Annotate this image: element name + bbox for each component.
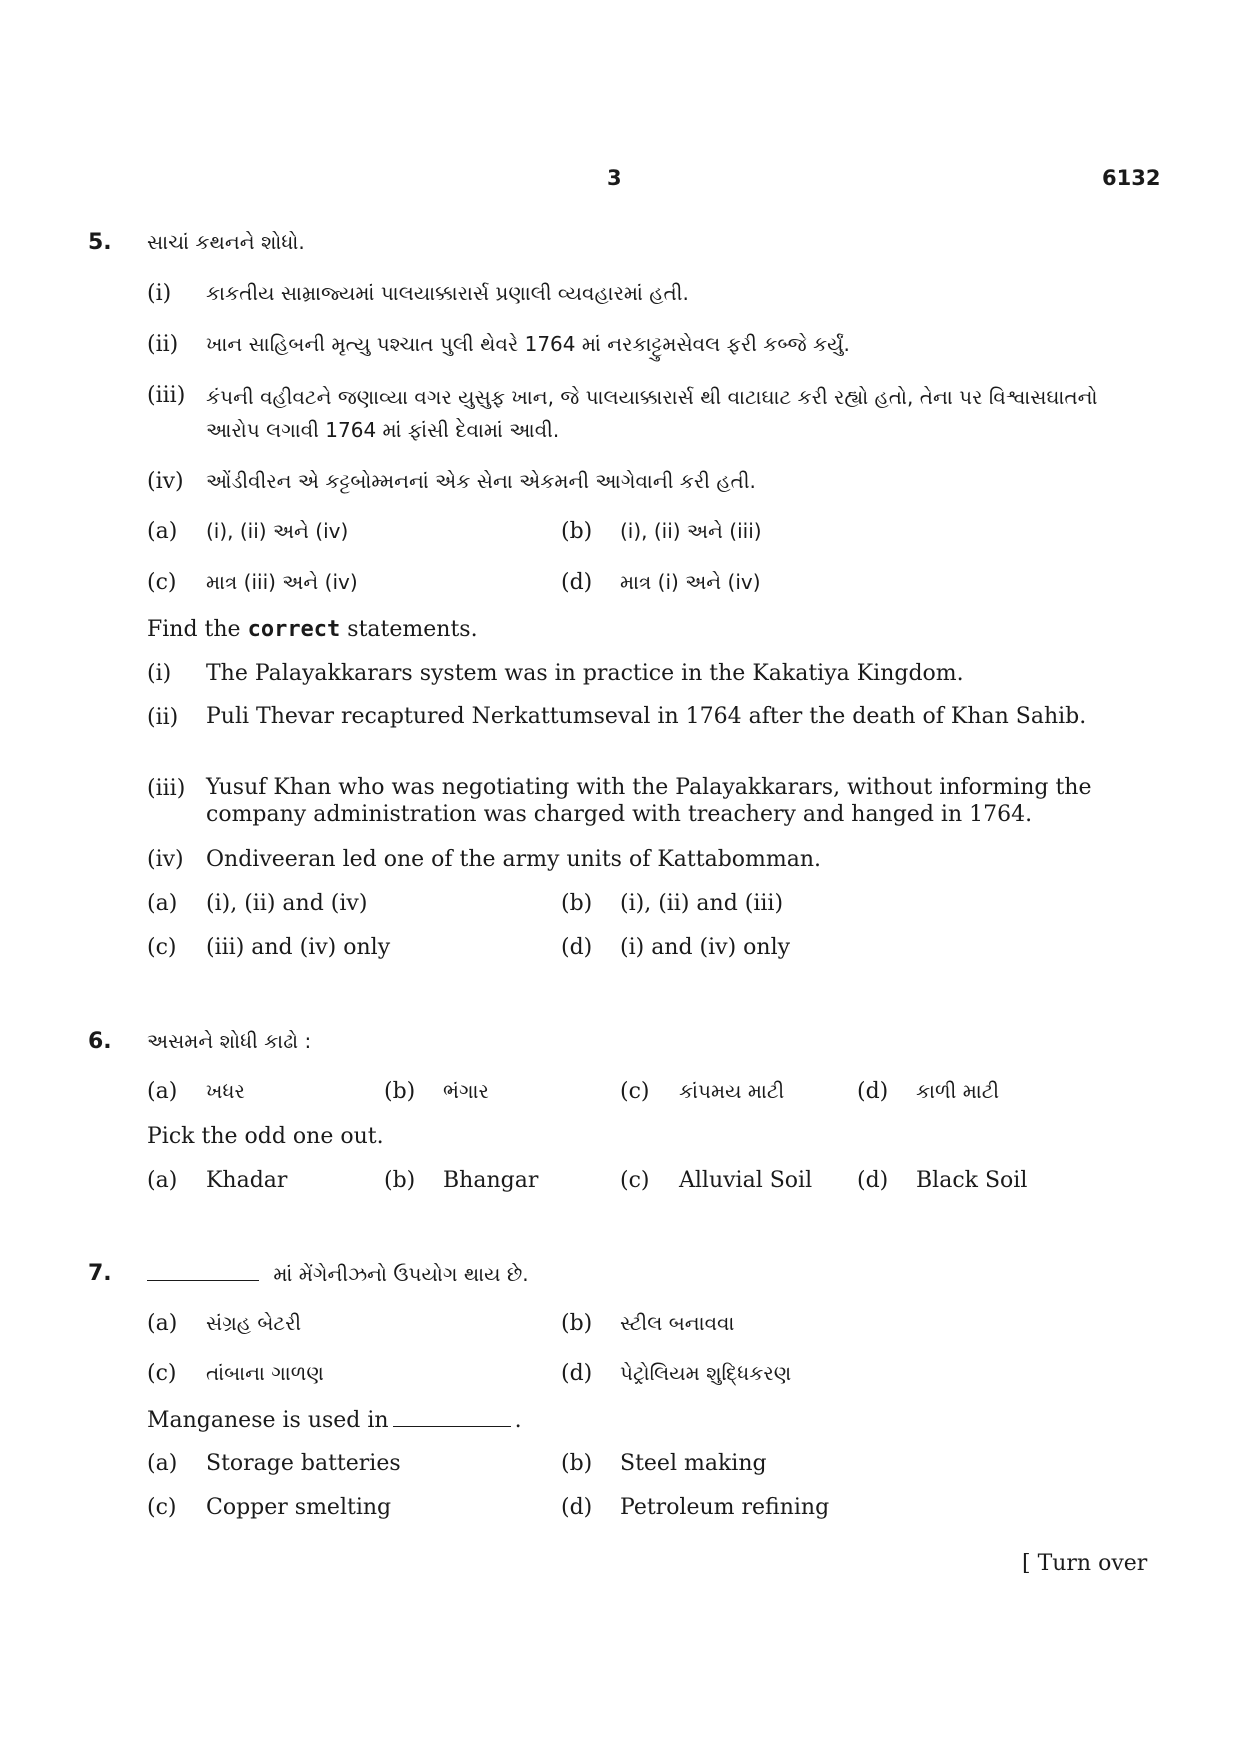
q5-gu-item-text: કાકતીય સામ્રાજ્યમાં પાલયાક્કારાર્સ પ્રણાલી વ્યવહારમાં હતી. bbox=[206, 281, 689, 305]
q6-gu-option-d: કાળી માટી bbox=[916, 1079, 1000, 1103]
q5-en-option-label: (a) bbox=[147, 891, 178, 916]
q7-gu-option-d: પેટ્રોલિયમ શુદ્ધિકરણ bbox=[620, 1361, 792, 1385]
q6-gu-option-c: કાંપમય માટી bbox=[679, 1079, 785, 1103]
q5-gu-option-b: (i), (ii) અને (iii) bbox=[620, 519, 762, 543]
q7-en-prompt-line bbox=[147, 1407, 522, 1433]
q7-gu-option-label: (a) bbox=[147, 1311, 178, 1336]
q5-en-prompt-bold: correct bbox=[247, 617, 341, 642]
q6-en-option-label: (c) bbox=[620, 1168, 650, 1193]
paper-code: 6132 bbox=[1102, 166, 1161, 190]
q6-gu-option-label: (a) bbox=[147, 1079, 178, 1104]
q5-en-prompt-post: statements. bbox=[347, 617, 478, 642]
q5-gu-option-label: (a) bbox=[147, 519, 178, 544]
q5-en-item-text: Puli Thevar recaptured Nerkattumseval in 1764 after the death of Khan Sahib. bbox=[206, 704, 1087, 729]
q5-gu-option-label: (d) bbox=[561, 570, 593, 595]
q6-gu-prompt: અસમને શોધી કાઢો : bbox=[147, 1029, 312, 1053]
q7-en-option-label: (d) bbox=[561, 1495, 593, 1520]
q7-en-option-d: Petroleum refining bbox=[620, 1495, 830, 1520]
q6-en-option-a: Khadar bbox=[206, 1168, 288, 1193]
q7-en-option-label: (a) bbox=[147, 1451, 178, 1476]
q5-en-option-label: (d) bbox=[561, 935, 593, 960]
answer-blank bbox=[393, 1407, 511, 1427]
q5-en-option-label: (c) bbox=[147, 935, 177, 960]
q5-gu-option-c: માત્ર (iii) અને (iv) bbox=[206, 570, 358, 594]
q5-en-item-label: (ii) bbox=[147, 705, 179, 730]
q6-en-prompt: Pick the odd one out. bbox=[147, 1124, 384, 1149]
q5-en-item-label: (iv) bbox=[147, 847, 184, 872]
q6-gu-option-label: (d) bbox=[857, 1079, 889, 1104]
q7-en-option-label: (b) bbox=[561, 1451, 593, 1476]
q5-en-prompt bbox=[147, 617, 478, 642]
q7-en-option-label: (c) bbox=[147, 1495, 177, 1520]
q5-gu-item-label: (ii) bbox=[147, 332, 179, 357]
q5-gu-item-label: (i) bbox=[147, 281, 172, 306]
q5-en-item-text: Ondiveeran led one of the army units of Kattabomman. bbox=[206, 847, 822, 872]
q5-gu-option-a: (i), (ii) અને (iv) bbox=[206, 519, 349, 543]
q6-en-option-d: Black Soil bbox=[916, 1168, 1028, 1193]
q5-gu-prompt: સાચાં કથનને શોધો. bbox=[147, 230, 305, 254]
question-number-6: 6. bbox=[88, 1029, 112, 1054]
q7-gu-option-c: તાંબાના ગાળણ bbox=[206, 1361, 324, 1385]
q5-en-option-b: (i), (ii) and (iii) bbox=[620, 891, 784, 916]
q5-gu-item-text: ઓંડીવીરન એ કટ્ટબોમ્મનનાં એક સેના એકમની આગેવાની કરી હતી. bbox=[206, 469, 756, 493]
q6-gu-option-a: ખધર bbox=[206, 1079, 245, 1103]
q6-gu-option-b: ભંગાર bbox=[443, 1079, 489, 1103]
q7-en-prompt-pre: Manganese is used in bbox=[147, 1408, 389, 1433]
answer-blank bbox=[147, 1261, 259, 1281]
q7-en-option-c: Copper smelting bbox=[206, 1495, 392, 1520]
q5-gu-option-label: (b) bbox=[561, 519, 593, 544]
q5-en-option-d: (i) and (iv) only bbox=[620, 935, 791, 960]
q6-en-option-label: (b) bbox=[384, 1168, 416, 1193]
q7-gu-option-label: (d) bbox=[561, 1361, 593, 1386]
q5-en-prompt-pre: Find the bbox=[147, 617, 241, 642]
turn-over-note: [ Turn over bbox=[1022, 1551, 1148, 1576]
q7-gu-option-label: (c) bbox=[147, 1361, 177, 1386]
q5-en-option-a: (i), (ii) and (iv) bbox=[206, 891, 368, 916]
q5-gu-item-text: કંપની વહીવટને જણાવ્યા વગર યુસુફ ખાન, જે પાલયાક્કારાર્સ થી વાટાઘાટ કરી રહ્યો હતો, તેના પર વિશ્વાસઘાતનો આરોપ લગાવી 1764 માં ફાંસી દેવામાં આવી. bbox=[206, 385, 1098, 442]
q5-en-item-text: The Palayakkarars system was in practice in the Kakatiya Kingdom. bbox=[206, 661, 964, 686]
q5-gu-item-text: ખાન સાહિબની મૃત્યુ પશ્ચાત પુલી થેવરે 1764 માં નરકાટ્ટુમસેવલ ફરી કબ્જે કર્યું. bbox=[206, 332, 850, 356]
question-number-7: 7. bbox=[88, 1261, 112, 1286]
q5-en-option-c: (iii) and (iv) only bbox=[206, 935, 391, 960]
q5-en-item-label: (i) bbox=[147, 661, 172, 686]
q5-gu-item-label: (iii) bbox=[147, 383, 186, 408]
q6-en-option-label: (d) bbox=[857, 1168, 889, 1193]
q7-gu-option-a: સંગ્રહ બેટરી bbox=[206, 1311, 302, 1335]
q5-en-item-label: (iii) bbox=[147, 776, 186, 801]
q5-gu-option-label: (c) bbox=[147, 570, 177, 595]
q7-gu-option-label: (b) bbox=[561, 1311, 593, 1336]
q7-gu-option-b: સ્ટીલ બનાવવા bbox=[620, 1311, 735, 1335]
q6-en-option-c: Alluvial Soil bbox=[679, 1168, 813, 1193]
q6-gu-option-label: (b) bbox=[384, 1079, 416, 1104]
q5-en-option-label: (b) bbox=[561, 891, 593, 916]
q6-en-option-label: (a) bbox=[147, 1168, 178, 1193]
q7-en-option-a: Storage batteries bbox=[206, 1451, 401, 1476]
q5-en-item-text: Yusuf Khan who was negotiating with the Palayakkarars, without informing the company administration was charged with treachery and hanged in 1764. bbox=[206, 775, 1092, 827]
q5-gu-item-label: (iv) bbox=[147, 469, 184, 494]
q5-gu-option-d: માત્ર (i) અને (iv) bbox=[620, 570, 761, 594]
q7-gu-prompt: માં મેંગેનીઝનો ઉપયોગ થાય છે. bbox=[273, 1262, 529, 1286]
q7-en-option-b: Steel making bbox=[620, 1451, 767, 1476]
q7-en-prompt-post: . bbox=[514, 1408, 522, 1433]
q6-en-option-b: Bhangar bbox=[443, 1168, 539, 1193]
question-number-5: 5. bbox=[88, 230, 112, 255]
page-number: 3 bbox=[607, 166, 622, 190]
q6-gu-option-label: (c) bbox=[620, 1079, 650, 1104]
q7-gu-prompt-line bbox=[147, 1261, 529, 1286]
